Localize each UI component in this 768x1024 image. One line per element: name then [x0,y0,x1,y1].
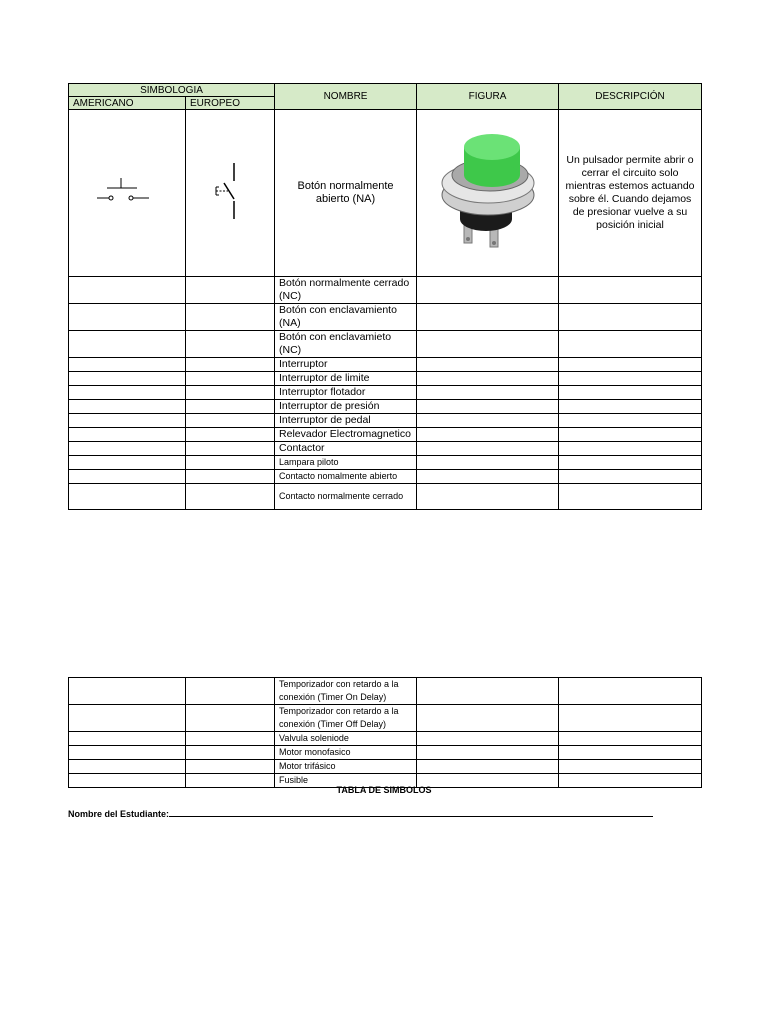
european-pushbutton-symbol [210,159,250,223]
american-symbol-cell [69,110,186,277]
table-row [69,386,702,400]
table-row [69,331,702,358]
student-name-line [68,808,653,819]
header-simbologia: SIMBOLOGIA [69,84,275,97]
header-americano: AMERICANO [69,97,186,110]
name-cell: Motor trifásico [275,760,417,774]
symbols-table-continued [68,677,702,788]
table-row [69,110,702,277]
student-name-label: Nombre del Estudiante: [68,809,170,819]
symbols-table [68,83,702,510]
name-cell: Temporizador con retardo a la conexión (Timer Off Delay) [275,705,417,732]
table-row [69,746,702,760]
header-nombre: NOMBRE [275,84,417,110]
name-cell: Interruptor [275,358,417,372]
table-row [69,456,702,470]
american-pushbutton-symbol [95,174,159,208]
name-cell: Botón normalmente abierto (NA) [275,110,417,277]
name-cell: Interruptor flotador [275,386,417,400]
name-cell: Lampara piloto [275,456,417,470]
header-europeo: EUROPEO [186,97,275,110]
table-row [69,732,702,746]
header-figura: FIGURA [417,84,559,110]
table-row [69,304,702,331]
name-cell: Interruptor de presión [275,400,417,414]
name-cell: Contacto normalmente cerrado [275,484,417,510]
name-cell: Interruptor de pedal [275,414,417,428]
student-name-field[interactable] [169,808,653,817]
name-cell: Relevador Electromagnetico [275,428,417,442]
name-cell: Motor monofasico [275,746,417,760]
green-pushbutton-image [424,121,552,261]
name-cell: Fusible [275,774,417,788]
name-cell: Temporizador con retardo a la conexión (Timer On Delay) [275,678,417,705]
table-row [69,442,702,456]
table-row [69,470,702,484]
table-row [69,400,702,414]
name-cell: Botón con enclavamieto (NC) [275,331,417,358]
table-row [69,372,702,386]
table-row [69,484,702,510]
table-row [69,678,702,705]
header-descripcion: DESCRIPCIÓN [559,84,702,110]
name-cell: Botón con enclavamiento (NA) [275,304,417,331]
european-symbol-cell [186,110,275,277]
table-row [69,414,702,428]
table-row [69,358,702,372]
name-cell: Contacto nomalmente abierto [275,470,417,484]
name-cell: Contactor [275,442,417,456]
name-cell: Interruptor de limite [275,372,417,386]
table-row [69,705,702,732]
name-cell: Botón normalmente cerrado (NC) [275,277,417,304]
table-row [69,428,702,442]
table-row [69,760,702,774]
table-row [69,277,702,304]
figure-cell [417,110,559,277]
table-caption: TABLA DE SIMBOLOS [336,785,432,795]
name-cell: Valvula soleniode [275,732,417,746]
description-cell: Un pulsador permite abrir o cerrar el circuito solo mientras estemos actuando sobre él. Cuando dejamos de presionar vuelve a su posición inicial [559,110,702,277]
